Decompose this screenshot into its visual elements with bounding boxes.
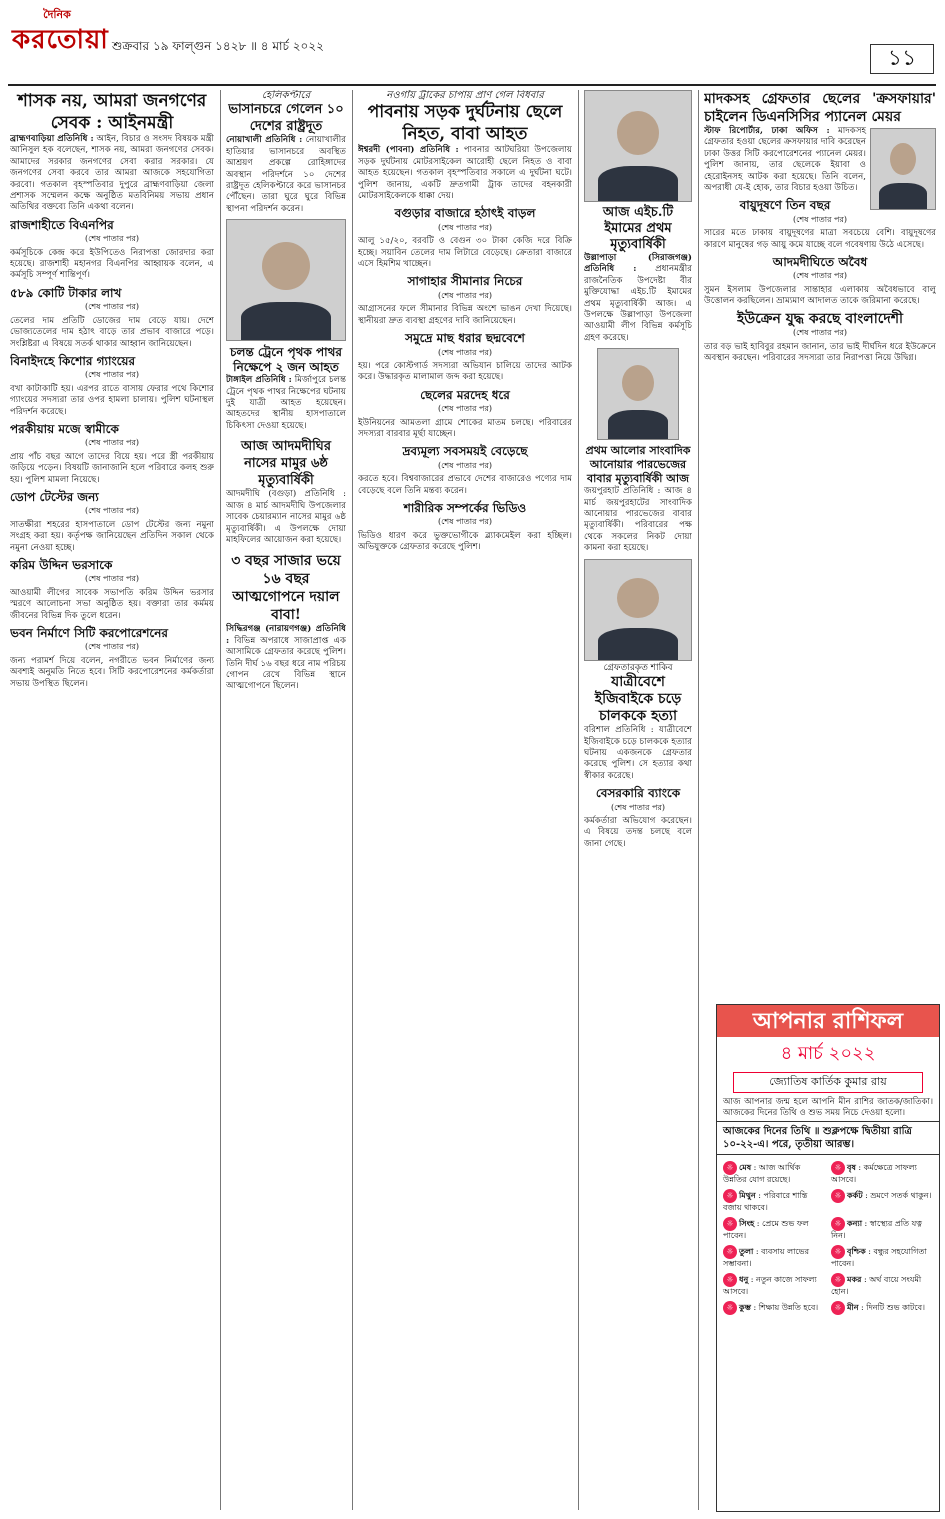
continued-label: (শেষ পাতার পর) <box>84 574 140 584</box>
continued-label: (শেষ পাতার পর) <box>437 460 493 470</box>
sign-text: প্রেমে শুভ ফল পাবেন। <box>723 1219 809 1240</box>
horoscope-sign-item: ☼ মেষ : আজ আর্থিক উন্নতির যোগ রয়েছে। <box>723 1162 801 1184</box>
sign-text: ব্যবসায় লাভের সম্ভাবনা। <box>723 1247 810 1268</box>
sign-text: কর্মক্ষেত্রে সাফল্য আসবে। <box>831 1163 917 1184</box>
continued-label: (শেষ পাতার পর) <box>84 302 140 312</box>
continued-label: (শেষ পাতার পর) <box>437 517 493 527</box>
subhead-ukraine-war[interactable]: ইউক্রেন যুদ্ধ করছে বাংলাদেশী <box>736 310 904 327</box>
article-body: বরিশাল প্রতিনিধি : যাত্রীবেশে ইজিবাইকে চড়ে চালককে হত্যার ঘটনায় একজনকে গ্রেফতার করেছে পুলিশ। সে হত্যার কথা স্বীকার করেছে। <box>584 725 692 781</box>
byline: ঈশ্বরদী (পাবনা) প্রতিনিধি : <box>358 145 459 156</box>
column-divider <box>698 90 699 1510</box>
newspaper-logo: দৈনিক করতোয়া <box>12 8 109 55</box>
sign-text: শিক্ষায় উন্নতি হবে। <box>758 1303 819 1312</box>
article-body: আইন, বিচার ও সংসদ বিষয়ক মন্ত্রী আনিসুল হক বলেছেন, শাসক নয়, আমরা জনগণের সেবক। আমাদের সরকার জনগণের সেবা করার সরকার। যে জনগণের সেবা করবে তার আমরা আজকে সহযোগিতা করবো। গতকাল বৃহস্পতিবার দুপুরে ব্রাহ্মণবাড়িয়া জেলা প্রশাসক সম্মেলন কক্ষে অনুষ্ঠিত মতবিনিময় সভায় প্রধান অতিথির বক্তব্যে তিনি একথা বলেন। <box>10 134 214 213</box>
sign-name: কন্যা <box>847 1218 863 1228</box>
headline-anwar-parvez[interactable]: প্রথম আলোর সাংবাদিক আনোয়ার পারভেজের বাবার মৃত্যুবার্ষিকী আজ <box>585 444 691 486</box>
article-body: মির্জাপুরে চলন্ত ট্রেনে পৃথক পাথর নিক্ষেপের ঘটনায় দুই যাত্রী আহত হয়েছেন। আহতদের স্থানীয় হাসপাতালে চিকিৎসা দেওয়া হয়েছে। <box>226 375 346 431</box>
subhead-fishing-disguise[interactable]: সমুদ্রে মাছ ধরার ছদ্মবেশে <box>405 331 525 346</box>
newspaper-name: করতোয়া <box>12 25 109 55</box>
column-5 <box>704 90 936 995</box>
continued-label: (শেষ পাতার পর) <box>84 438 140 448</box>
continued-label: (শেষ পাতার পর) <box>437 290 493 300</box>
continued-label: (শেষ পাতার পর) <box>84 642 140 652</box>
article-body: প্রধানমন্ত্রীর রাজনৈতিক উপদেষ্টা বীর মুক্তিযোদ্ধা এইচ.টি ইমামের প্রথম মৃত্যুবার্ষিকী আজ। এ উপলক্ষে উল্লাপাড়া উপজেলা আওয়ামী লীগ বিভিন্ন কর্মসূচি গ্রহণ করেছে। <box>584 264 692 343</box>
horoscope-date: ৪ মার্চ ২০২২ <box>780 1043 876 1064</box>
zodiac-icon: ☼ <box>723 1273 737 1287</box>
horoscope-title: আপনার রাশিফল <box>717 1005 939 1037</box>
horoscope-sign-list <box>717 1155 939 1321</box>
horoscope-sign-item: ☼ বৃষ : কর্মক্ষেত্রে সাফল্য আসবে। <box>831 1162 917 1184</box>
sign-text: অর্থ ব্যয়ে সংযমী হোন। <box>831 1275 922 1296</box>
continued-label: (শেষ পাতার পর) <box>792 214 848 224</box>
article-body: মাদকসহ গ্রেফতার হওয়া ছেলের ক্রসফায়ার দাবি করেছেন ঢাকা উত্তর সিটি করপোরেশনের প্যানেল মেয়র। পুলিশ জানায়, তার ছেলেকে ইয়াবা ও হেরোইনসহ আটক করা হয়েছে। তিনি বলেন, অপরাধী যে-ই হোক, তার বিচার হওয়া উচিত। <box>704 126 867 194</box>
subhead-karim-uddin[interactable]: করিম উদ্দিন ভরসাকে <box>10 558 113 572</box>
article-body: আওয়ামী লীগের সাবেক সভাপতি করিম উদ্দিন ভরসার স্মরণে আলোচনা সভা অনুষ্ঠিত হয়। বক্তারা তার কর্মময় জীবনের বিভিন্ন দিক তুলে ধরেন। <box>10 587 214 621</box>
sign-name: সিংহ <box>739 1218 755 1228</box>
column-1 <box>10 90 214 1510</box>
sign-name: বৃশ্চিক <box>847 1246 866 1256</box>
tithi-heading: আজকের দিনের তিথি ॥ শুক্লপক্ষে দ্বিতীয়া রাত্রি ১০-২২-এ। পরে, তৃতীয়া আরম্ভ। <box>717 1121 939 1155</box>
dateline: শুক্রবার ১৯ ফাল্গুন ১৪২৮ ॥ ৪ মার্চ ২০২২ <box>112 39 324 53</box>
continued-label: (শেষ পাতার পর) <box>792 271 848 281</box>
headline-bhasanchar[interactable]: ভাসানচরে গেলেন ১০ দেশের রাষ্ট্রদূত <box>228 102 344 135</box>
sign-name: মকর <box>847 1274 862 1284</box>
column-divider <box>352 90 353 1510</box>
sign-text: আজ আর্থিক উন্নতির যোগ রয়েছে। <box>723 1163 801 1184</box>
zodiac-icon: ☼ <box>831 1217 845 1231</box>
subhead-son-body[interactable]: ছেলের মরদেহ ধরে <box>420 387 510 402</box>
article-body: জন্য পরামর্শ দিয়ে বলেন, নগরীতে ভবন নির্মাণের জন্য অবশ্যই অনুমতি নিতে হবে। সিটি করপোরেশনের কর্মকর্তারা সভায় উপস্থিত ছিলেন। <box>10 655 214 689</box>
person-body <box>598 166 679 201</box>
zodiac-icon: ☼ <box>831 1189 845 1203</box>
horoscope-intro: আজ আপনার জন্ম হলে আপনি মীন রাশির জাতক/জাতিকা। আজকের দিনের তিথি ও শুভ সময় নিচে দেওয়া হলো। <box>723 1097 933 1118</box>
person-face <box>622 365 654 401</box>
column-divider <box>578 90 579 1510</box>
continued-label: (শেষ পাতার পর) <box>437 222 493 232</box>
continued-label: (শেষ পাতার পর) <box>84 234 140 244</box>
subhead-video[interactable]: শারীরিক সম্পর্কের ভিডিও <box>403 500 527 515</box>
zodiac-icon: ☼ <box>723 1301 737 1315</box>
subhead-rajshahi-bnp[interactable]: রাজশাহীতে বিএনপির <box>10 217 114 232</box>
sign-text: স্বাস্থ্যের প্রতি যত্ন নিন। <box>831 1219 923 1240</box>
person-body <box>608 410 669 439</box>
portrait-ht-imam <box>584 90 692 202</box>
sign-text: নতুন কাজে সাফল্য আসবে। <box>723 1275 817 1296</box>
horoscope-sign-item: ☼ কর্কট : ভ্রমণে সতর্ক থাকুন। <box>831 1189 933 1213</box>
horoscope-sign-item: ☼ বৃশ্চিক : বন্ধুর সহযোগিতা পাবেন। <box>831 1246 927 1268</box>
zodiac-icon: ☼ <box>723 1189 737 1203</box>
sign-name: কুম্ভ <box>739 1302 751 1312</box>
photo-caption: গ্রেফতারকৃত শাকিব <box>603 662 673 673</box>
subhead-589-crore[interactable]: ৫৮৯ কোটি টাকার লাখ <box>10 285 122 300</box>
article-body: বিভিন্ন অপরাধে সাজাপ্রাপ্ত এক আসামিকে গ্রেফতার করেছে পুলিশ। তিনি দীর্ঘ ১৬ বছর ধরে নাম পরিচয় গোপন রেখে বিভিন্ন স্থানে আত্মগোপনে ছিলেন। <box>226 635 346 692</box>
horoscope-sign-item: ☼ মকর : অর্থ ব্যয়ে সংযমী হোন। <box>831 1274 922 1296</box>
horoscope-sign-item: ☼ কুম্ভ : শিক্ষায় উন্নতি হবে। <box>723 1301 825 1315</box>
article-body: আগ্রাসনের ফলে সীমানার বিভিন্ন অংশে ভাঙন দেখা দিয়েছে। স্থানীয়রা দ্রুত ব্যবস্থা গ্রহণের দাবি জানিয়েছেন। <box>358 304 572 326</box>
headline-crossfire[interactable]: মাদকসহ গ্রেফতার ছেলের 'ক্রসফায়ার' চাইলেন ডিএনসিসির প্যানেল মেয়র <box>704 91 936 125</box>
continued-label: (শেষ পাতার পর) <box>610 802 666 812</box>
headline-pabna-accident[interactable]: পাবনায় সড়ক দুর্ঘটনায় ছেলে নিহত, বাবা আহত <box>367 102 563 145</box>
article-body: সাতক্ষীরা শহরের হাসপাতালে ডোপ টেস্টের জন্য নমুনা সংগ্রহ করা হয়। কর্তৃপক্ষ জানিয়েছেন প্রতিদিন সকাল থেকে নমুনা নেওয়া হচ্ছে। <box>10 519 214 553</box>
headline-easybike-murder[interactable]: যাত্রীবেশে ইজিবাইকে চড়ে চালককে হত্যা <box>594 674 682 725</box>
horoscope-sign-item: ☼ মিথুন : পরিবারে শান্তি বজায় থাকবে। <box>723 1190 808 1212</box>
continued-label: (শেষ পাতার পর) <box>84 506 140 516</box>
sign-name: মিথুন <box>739 1190 756 1200</box>
article-body: হয়। পরে কোস্টগার্ড সদস্যরা অভিযান চালিয়ে তাদের আটক করে। উদ্ধারকৃত মালামাল জব্দ করা হয়েছে। <box>358 360 572 383</box>
kicker: নওগাঁয় ট্রাকের চাপায় প্রাণ গেল বিধবার <box>386 90 544 101</box>
headline-ht-imam[interactable]: আজ এইচ.টি ইমামের প্রথম মৃত্যুবার্ষিকী <box>602 205 674 252</box>
masthead <box>0 0 945 70</box>
article-body: পাবনার আটঘরিয়া উপজেলায় সড়ক দুর্ঘটনায় মোটরসাইকেল আরোহী ছেলে নিহত ও বাবা আহত হয়েছেন। গতকাল বৃহস্পতিবার সকালে এ দুর্ঘটনা ঘটে। পুলিশ জানায়, একটি দ্রুতগামী ট্রাক তাদের বহনকারী মোটরসাইকেলকে ধাক্কা দেয়। <box>358 145 572 202</box>
article-body: আলু ১৫/২০, বরবটি ও বেগুন ৩০ টাকা কেজি দরে বিক্রি হচ্ছে। সয়াবিন তেলের দাম লিটারে বেড়েছে। ক্রেতারা বাজারে এসে হিমশিম খাচ্ছেন। <box>358 236 572 270</box>
zodiac-icon: ☼ <box>723 1161 737 1175</box>
sign-name: বৃষ <box>847 1162 856 1172</box>
subhead-jhenaidah-gang[interactable]: বিনাইদহে কিশোর গ্যাংয়ের <box>10 353 136 368</box>
column-divider <box>220 90 221 1510</box>
article-body: আদমদীঘি (বগুড়া) প্রতিনিধি : আজ ৪ মার্চ আদমদীঘি উপজেলার সাবেক চেয়ারম্যান নাসের মামুর ৬ষ্ঠ মৃত্যুবার্ষিকী। এ উপলক্ষে দোয়া মাহফিলের আয়োজন করা হয়েছে। <box>226 489 346 545</box>
headline-doyal-baba[interactable]: ৩ বছর সাজার ভয়ে ১৬ বছর আত্মগোপনে দয়াল বাবা! <box>231 553 341 624</box>
article-body: কর্মসূচিকে কেন্দ্র করে ইউপিতেও নিরাপত্তা জোরদার করা হয়েছে। রাজশাহী মহানগর বিএনপির আহ্বায়ক বলেন, এ কর্মসূচি সম্পূর্ণ শান্তিপূর্ণ। <box>10 247 214 281</box>
byline: উল্লাপাড়া (সিরাজগঞ্জ) প্রতিনিধি : <box>584 253 692 275</box>
horoscope-author: জ্যোতিষ কার্তিক কুমার রায় <box>733 1072 923 1093</box>
person-face <box>617 111 659 155</box>
person-body <box>598 628 679 660</box>
person-body <box>241 302 331 340</box>
sign-name: তুলা <box>739 1246 754 1256</box>
column-2 <box>226 90 346 1510</box>
article-body: ইউনিয়নের আমতলা গ্রামে শোকের মাতম চলছে। পরিবারের সদস্যরা বারবার মূর্ছা যাচ্ছেন। <box>358 417 572 439</box>
article-body: সারের মতে ঢাকায় বায়ুদূষণের মাত্রা সবচেয়ে বেশি। বায়ুদূষণের কারণে মানুষের গড় আয়ু কমে যাচ্ছে বলে গবেষণায় উঠে এসেছে। <box>704 228 936 250</box>
subhead-bogura-market[interactable]: বগুড়ার বাজারে হঠাৎই বাড়ল <box>394 206 536 221</box>
subhead-private-bank[interactable]: বেসরকারি ব্যাংকে <box>595 786 681 801</box>
zodiac-icon: ☼ <box>723 1245 737 1259</box>
horoscope-sign-item: ☼ কন্যা : স্বাস্থ্যের প্রতি যত্ন নিন। <box>831 1218 923 1240</box>
subhead-sagahar[interactable]: সাগাহার সীমানার নিচের <box>407 274 523 289</box>
subhead-porokia[interactable]: পরকীয়ায় মজে স্বামীকে <box>10 421 119 436</box>
zodiac-icon: ☼ <box>831 1245 845 1259</box>
column-4 <box>584 90 692 1510</box>
byline: টাঙ্গাইল প্রতিনিধি : <box>226 375 292 386</box>
article-body: তার বড় ভাই হাবিবুর রহমান জানান, তার ভাই দীর্ঘদিন ধরে ইউক্রেনে অবস্থান করছেন। পরিবারের সদস্যরা তার নিরাপত্তা নিয়ে উদ্বিগ্ন। <box>704 341 936 363</box>
sign-text: বন্ধুর সহযোগিতা পাবেন। <box>831 1247 927 1268</box>
person-body <box>879 183 928 209</box>
article-body: নোয়াখালীর হাতিয়ার ভাসানচরে অবস্থিত আশ্রয়ণ প্রকল্পে রোহিঙ্গাদের অবস্থান পরিদর্শনে ১০ দেশের রাষ্ট্রদূত হেলিকপ্টারে করে ভাসানচর পৌঁছেন। তারা ঘুরে ঘুরে বিভিন্ন স্থাপনা পরিদর্শন করেন। <box>226 135 346 214</box>
article-body: সুমন ইসলাম উপজেলার সান্তাহার এলাকায় অবৈধভাবে বালু উত্তোলন করছিলেন। ভ্রাম্যমাণ আদালত তাকে জরিমানা করেছে। <box>704 284 936 307</box>
sign-name: ধনু <box>739 1274 749 1284</box>
continued-label: (শেষ পাতার পর) <box>437 404 493 414</box>
continued-label: (শেষ পাতার পর) <box>437 347 493 357</box>
person-face <box>617 578 659 618</box>
person-face <box>262 242 309 290</box>
continued-label: (শেষ পাতার পর) <box>792 328 848 338</box>
byline: ব্রাহ্মণবাড়িয়া প্রতিনিধি : <box>10 134 94 144</box>
subhead-adamdighi-illegal[interactable]: আদমদীঘিতে অবৈধ <box>772 255 868 270</box>
horoscope-sign-item: ☼ সিংহ : প্রেমে শুভ ফল পাবেন। <box>723 1218 809 1240</box>
zodiac-icon: ☼ <box>831 1161 845 1175</box>
page-number: ১১ <box>870 44 934 74</box>
article-body: করতে হবে। বিশ্ববাজারের প্রভাবে দেশের বাজারেও পণ্যের দাম বেড়েছে বলে তিনি মন্তব্য করেন। <box>358 474 572 496</box>
byline: স্টাফ রিপোর্টার, ঢাকা অফিস : <box>704 126 830 136</box>
article-body: কর্মকর্তারা অভিযোগ করেছেন। এ বিষয়ে তদন্ত চলছে বলে জানা গেছে। <box>584 815 692 849</box>
person-face <box>890 143 916 175</box>
continued-label: (শেষ পাতার পর) <box>84 370 140 380</box>
headline-law-minister[interactable]: শাসক নয়, আমরা জনগণের সেবক : আইনমন্ত্রী <box>17 91 207 133</box>
headline-naser-mamu[interactable]: আজ আদমদীঘির নাসের মামুর ৬ষ্ঠ মৃত্যুবার্ষিকী <box>241 439 331 489</box>
news-photo-injured <box>226 219 346 341</box>
byline: সিদ্ধিরগঞ্জ (নারায়ণগঞ্জ) প্রতিনিধি : <box>226 624 346 646</box>
article-body: ভিডিও ধারণ করে ভুক্তভোগীকে ব্ল্যাকমেইল করা হচ্ছিল। অভিযুক্তকে গ্রেফতার করেছে পুলিশ। <box>358 530 572 553</box>
horoscope-sign-item: ☼ মীন : দিনটি শুভ কাটবে। <box>831 1301 933 1315</box>
horoscope-sign-item: ☼ তুলা : ব্যবসায় লাভের সম্ভাবনা। <box>723 1246 810 1268</box>
zodiac-icon: ☼ <box>723 1217 737 1231</box>
subhead-air-pollution[interactable]: বায়ুদূষণে তিন বছর <box>739 198 831 213</box>
byline: নোয়াখালী প্রতিনিধি : <box>226 135 303 146</box>
zodiac-icon: ☼ <box>831 1301 845 1315</box>
sign-name: মেষ <box>739 1162 752 1172</box>
subhead-city-corporation[interactable]: ভবন নির্মাণে সিটি করপোরেশনের <box>10 626 169 641</box>
horoscope-sign-item: ☼ ধনু : নতুন কাজে সাফল্য আসবে। <box>723 1274 817 1296</box>
sign-name: মীন <box>847 1302 859 1312</box>
article-body: প্রায় পাঁচ বছর আগে তাদের বিয়ে হয়। পরে স্ত্রী পরকীয়ায় জড়িয়ে পড়েন। বিষয়টি জানাজানি হলে পরিবারে কলহ শুরু হয়। পুলিশ মামলা নিয়েছে। <box>10 451 214 485</box>
article-body: জয়পুরহাট প্রতিনিধি : আজ ৪ মার্চ জয়পুরহাটের সাংবাদিক আনোয়ার পারভেজের বাবার মৃত্যুবার্ষিকী। পরিবারের পক্ষ থেকে সকলের নিকট দোয়া কামনা করা হয়েছে। <box>584 486 692 554</box>
masthead-rule <box>8 84 936 86</box>
photo-arrested-shakib <box>584 559 692 661</box>
column-3 <box>358 90 572 1510</box>
sign-text: ভ্রমণে সতর্ক থাকুন। <box>870 1191 932 1200</box>
portrait-anwar-father <box>597 348 679 440</box>
sign-text: দিনটি শুভ কাটবে। <box>866 1303 925 1312</box>
zodiac-icon: ☼ <box>831 1273 845 1287</box>
headline-train-stone[interactable]: চলন্ত ট্রেনে পৃথক পাথর নিক্ষেপে ২ জন আহত <box>230 345 342 375</box>
kicker: হেলিকপ্টারে <box>261 90 311 101</box>
horoscope-box <box>716 1004 940 1512</box>
sign-name: কর্কট <box>847 1190 863 1200</box>
article-body: তেলের দাম প্রতিটি ডোজের দাম বেড়ে যায়। দেশে ভোজ্যতেলের দাম হঠাৎ বাড়ে তার প্রভাব বাজারে পড়ে। সংশ্লিষ্টরা এ বিষয়ে সতর্ক থাকার আহ্বান জানিয়েছেন। <box>10 315 214 349</box>
article-body: বখা কাটাকাটি হয়। এরপর রাতে বাসায় ফেরার পথে কিশোর গ্যাংয়ের সদস্যরা তার ওপর হামলা চালায়। পুলিশ ঘটনাস্থল পরিদর্শন করেছে। <box>10 383 214 417</box>
subhead-commodity-price[interactable]: দ্রব্যমূল্য সবসময়ই বেড়েছে <box>402 444 528 459</box>
sign-text: পরিবারে শান্তি বজায় থাকবে। <box>723 1191 808 1212</box>
subhead-dope-test[interactable]: ডোপ টেস্টের জন্য <box>10 489 99 504</box>
portrait-panel-mayor <box>870 128 936 210</box>
